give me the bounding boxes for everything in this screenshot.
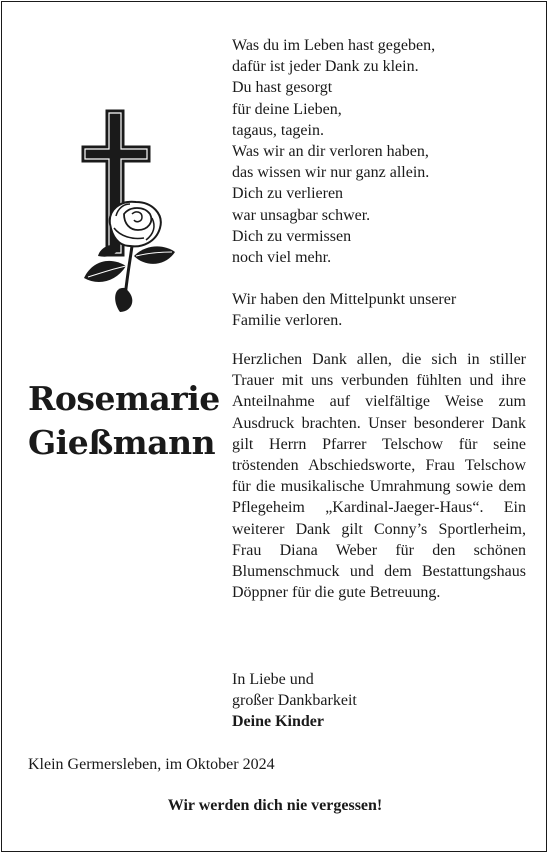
signature: Deine Kinder	[232, 713, 324, 731]
last-name: Gießmann	[28, 423, 216, 462]
poem-line: Was du im Leben hast gegeben,	[232, 37, 436, 54]
poem-line: Was wir an dir verloren haben,	[232, 143, 429, 161]
poem-line: Wir haben den Mittelpunkt unserer	[232, 291, 457, 309]
poem-line: Dich zu vermissen	[232, 227, 352, 245]
poem-line: Familie verloren.	[232, 312, 343, 330]
cross-with-rose-icon	[80, 106, 180, 316]
poem-line: Du hast gesorgt	[232, 79, 333, 97]
thanks-paragraph: Herzlichen Dank allen, die sich in stiller Trauer mit uns verbunden fühlten und ihre Anteilnahme auf vielfältige Weise zum Ausdruck brachten. Unser besonderer Dank gilt Herrn Pfarrer Telschow für seine tröstenden Abschiedsworte, Frau Telschow für die musikalische Umrahmung sowie dem Pflegeheim „Kardinal-Jaeger-Haus“. Ein weiterer Dank gilt Conny’s Sportlerheim, Frau Diana Weber für den schönen Blumenschmuck und dem Bestattungshaus Döppner für die gute Betreuung.	[232, 351, 526, 602]
motto: Wir werden dich nie vergessen!	[167, 797, 383, 814]
stanza-gap	[232, 268, 532, 289]
poem-line: noch viel mehr.	[232, 249, 332, 267]
deceased-name	[28, 377, 220, 465]
poem-line: dafür ist jeder Dank zu klein.	[232, 58, 419, 76]
poem-line: für deine Lieben,	[232, 100, 342, 118]
leaf-icon	[115, 288, 132, 312]
poem-line: Dich zu verlieren	[232, 185, 344, 203]
closing-line: großer Dankbarkeit	[232, 692, 357, 710]
rose-icon	[110, 202, 161, 247]
closing-line: In Liebe und	[232, 671, 314, 688]
place-date: Klein Germersleben, im Oktober 2024	[28, 756, 275, 773]
poem	[232, 35, 532, 332]
poem-line: das wissen wir nur ganz allein.	[232, 164, 430, 182]
poem-line: tagaus, tagein.	[232, 121, 324, 139]
first-name: Rosemarie	[28, 379, 220, 418]
closing	[232, 669, 357, 733]
poem-line: war unsagbar schwer.	[232, 206, 371, 224]
